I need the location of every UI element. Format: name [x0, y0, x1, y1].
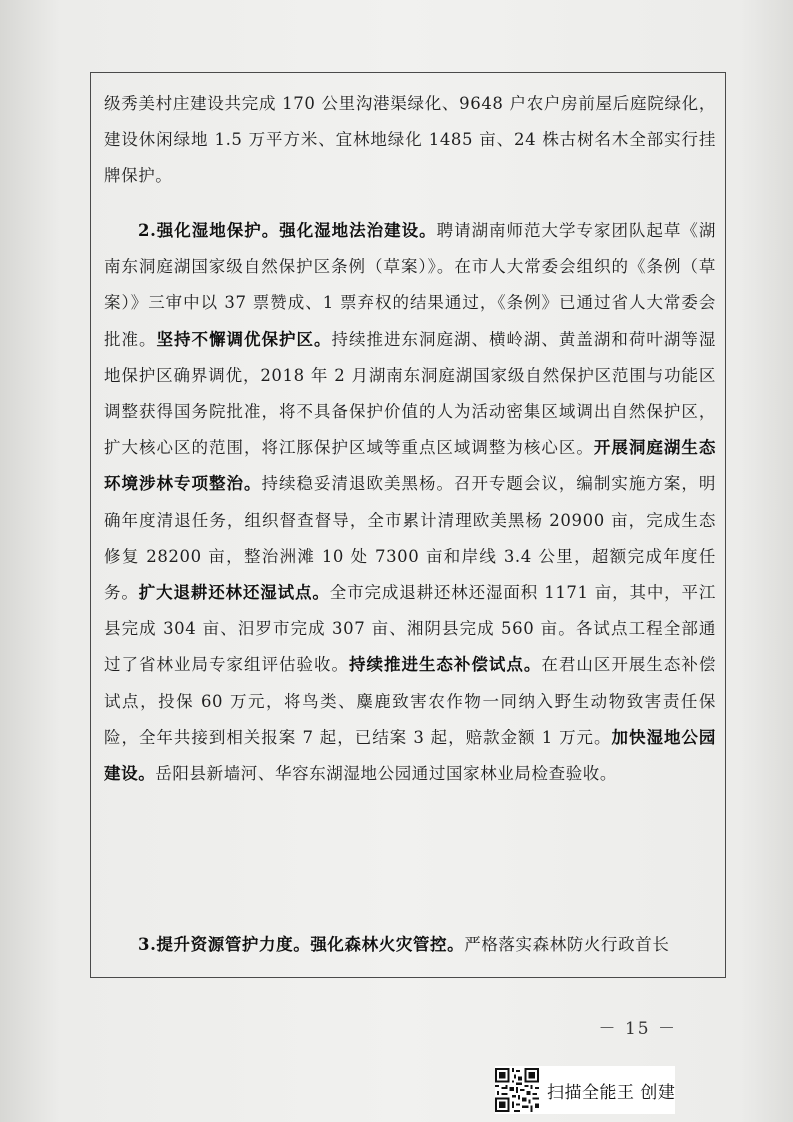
compensation-heading: 持续推进生态补偿试点。 — [348, 655, 542, 675]
watermark-text: 扫描全能王 创建 — [547, 1082, 676, 1103]
qr-code-icon — [495, 1068, 539, 1112]
page-number: － 15 － — [598, 1019, 677, 1039]
paragraph-wetland-protection — [104, 213, 716, 792]
farmland-text: 全市完成退耕还林还湿面积 1171 亩，其中，平江县完成 304 亩、汨罗市完成 307 亩、湘阴县完成 560 亩。各试点工程全部通过了省林业局专家组评估验收。 — [104, 583, 717, 675]
wetland-law-text: 聘请湖南师范大学专家团队起草《湖南东洞庭湖国家级自然保护区条例（草案）》。在市人大常委会组织的《条例（草案）》三审中以 37 票赞成、1 票弃权的结果通过，《条例》已通过省人大常委会批准。 — [104, 221, 716, 349]
reserve-text: 持续推进东洞庭湖、横岭湖、黄盖湖和荷叶湖等湿地保护区确界调优，2018 年 2 月湖南东洞庭湖国家级自然保护区范围与功能区调整获得国务院批准，将不具备保护价值的人为活动密集区域调出自然保护区，扩大核心区的范围，将江豚保护区域等重点区域调整为核心区。 — [104, 329, 716, 458]
wetland-park-text: 岳阳县新墙河、华容东湖湿地公园通过国家林业局检查验收。 — [155, 764, 618, 784]
resource-heading: 3.提升资源管护力度。强化森林火灾管控。 — [138, 935, 465, 954]
paragraph-greening — [104, 86, 716, 195]
paragraph-resource-management — [104, 927, 716, 963]
reserve-heading: 坚持不懈调优保护区。 — [156, 329, 332, 349]
wetland-heading: 2.强化湿地保护。强化湿地法治建设。 — [138, 221, 437, 240]
rectification-heading: 开展洞庭湖生态环境涉林专项整治。 — [104, 438, 716, 494]
compensation-text: 在君山区开展生态补偿试点，投保 60 万元，将鸟类、麋鹿致害农作物一同纳入野生动物致害责任保险，全年共接到相关报案 7 起，已结案 3 起，赔款金额 1 万元。 — [104, 655, 716, 747]
wetland-park-heading: 加快湿地公园建设。 — [104, 727, 716, 784]
rectification-text: 持续稳妥清退欧美黑杨。召开专题会议，编制实施方案，明确年度清退任务，组织督查督导，全市累计清理欧美黑杨 20900 亩，完成生态修复 28200 亩，整治洲滩 10 处 7300 亩和岸线 3.4 公里，超额完成年度任务。 — [104, 474, 716, 603]
greening-text: 级秀美村庄建设共完成 170 公里沟港渠绿化、9648 户农户房前屋后庭院绿化，建设休闲绿地 1.5 万平方米、宜林地绿化 1485 亩、24 株古树名木全部实行挂牌保护。 — [104, 94, 716, 186]
farmland-heading: 扩大退耕还林还湿试点。 — [138, 583, 330, 603]
resource-text: 严格落实森林防火行政首长 — [464, 935, 670, 954]
scanner-watermark — [495, 1066, 675, 1114]
